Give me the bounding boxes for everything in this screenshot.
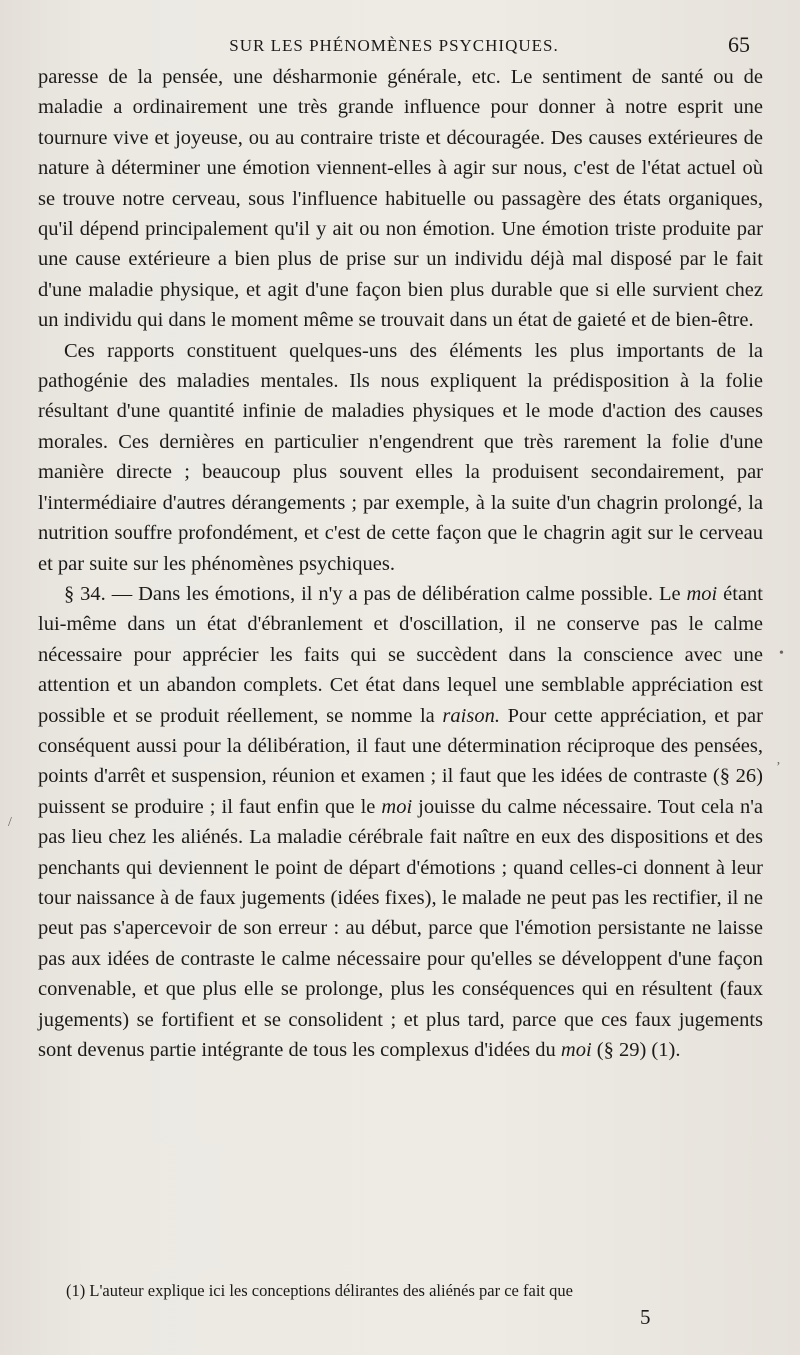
signature-mark: 5 (640, 1305, 651, 1329)
paragraph-3-section-34 (38, 579, 763, 1066)
paragraph-3-text-1: — Dans les émotions, il n'y a pas de délibération calme possible. Le (105, 582, 687, 605)
running-head: SUR LES PHÉNOMÈNES PSYCHIQUES. (229, 36, 559, 55)
margin-dot: • (779, 646, 784, 661)
paragraph-3-text-2: étant lui-même dans un état d'ébranlement et d'oscillation, il ne conserve pas le calme nécessaire pour apprécier les faits qui se succèdent dans la conscience avec une attention et un abandon complets. Cet état dans lequel une semblable appréciation est possible et se produit réellement, se nomme la (38, 582, 763, 727)
paragraph-3-text-5: (§ 29) (1). (591, 1039, 681, 1061)
paragraph-3-text-3: Pour cette appréciation, et par conséquent aussi pour la délibération, il faut une détermination réciproque des pensées, points d'arrêt et suspension, réunion et examen ; il faut que les idées de contraste (§ 26) puissent se produire ; il faut enfin que le (38, 704, 763, 818)
italic-moi: moi (686, 582, 718, 605)
paragraph-2: Ces rapports constituent quelques-uns des éléments les plus importants de la pathogénie des maladies mentales. Ils nous expliquent la prédisposition à la folie résultant d'une quantité infinie de maladies physiques et le mode d'action des causes morales. Ces dernières en particulier n'engendrent que très rarement la folie d'une manière directe ; beaucoup plus souvent elles la produisent secondairement, par l'intermédiaire d'autres dérangements ; par exemple, à la suite d'un chagrin prolongé, la nutrition souffre profondément, et c'est de cette façon que le chagrin agit sur le cerveau et par suite sur les phénomènes psychiques. (38, 339, 763, 575)
page-header (38, 32, 750, 62)
footnote: (1) L'auteur explique ici les conceptions délirantes des aliénés par ce fait que (66, 1281, 573, 1300)
italic-moi: moi (560, 1039, 592, 1061)
margin-tick: / (8, 815, 12, 830)
margin-tick: ʼ (776, 760, 781, 775)
section-number: § 34. (64, 582, 106, 605)
paragraph-3-text-4: jouisse du calme nécessaire. Tout cela n'a pas lieu chez les aliénés. La maladie cérébrale fait naître en eux des dispositions et des penchants qui deviennent le point de départ d'émotions ; quand celles-ci donnent à leur tour naissance à de faux jugements (idées fixes), le malade ne peut pas les rectifier, il ne peut pas s'apercevoir de son erreur : au début, parce que l'émotion persistante ne laisse pas aux idées de contraste le calme nécessaire pour qu'elles se développent d'une façon convenable, et que plus elle se prolonge, plus les conséquences qui en résultent (faux jugements) se fortifient et se consolident ; et plus tard, parce que ces faux jugements sont devenus partie intégrante de tous les complexus d'idées du (38, 795, 763, 1061)
paragraph-1: paresse de la pensée, une désharmonie générale, etc. Le sentiment de santé ou de maladie a ordinairement une très grande influence pour donner à notre esprit une tournure vive et joyeuse, ou au contraire triste et découragée. Des causes extérieures de nature à déterminer une émotion viennent-elles à agir sur nous, c'est de l'état actuel où se trouve notre cerveau, sous l'influence habituelle ou passagère des états organiques, qu'il dépend principalement qu'il y ait ou non émotion. Une émotion triste produite par une cause extérieure a bien plus de prise sur un individu déjà mal disposé par le fait d'une maladie physique, et agit d'une façon bien plus durable que si elle survient chez un individu qui dans le moment même se trouvait dans un état de gaieté et de bien-être. (38, 66, 763, 332)
page-number: 65 (728, 32, 750, 57)
body-text (38, 62, 763, 1065)
italic-moi: moi (381, 795, 413, 818)
italic-raison: raison. (442, 704, 500, 727)
